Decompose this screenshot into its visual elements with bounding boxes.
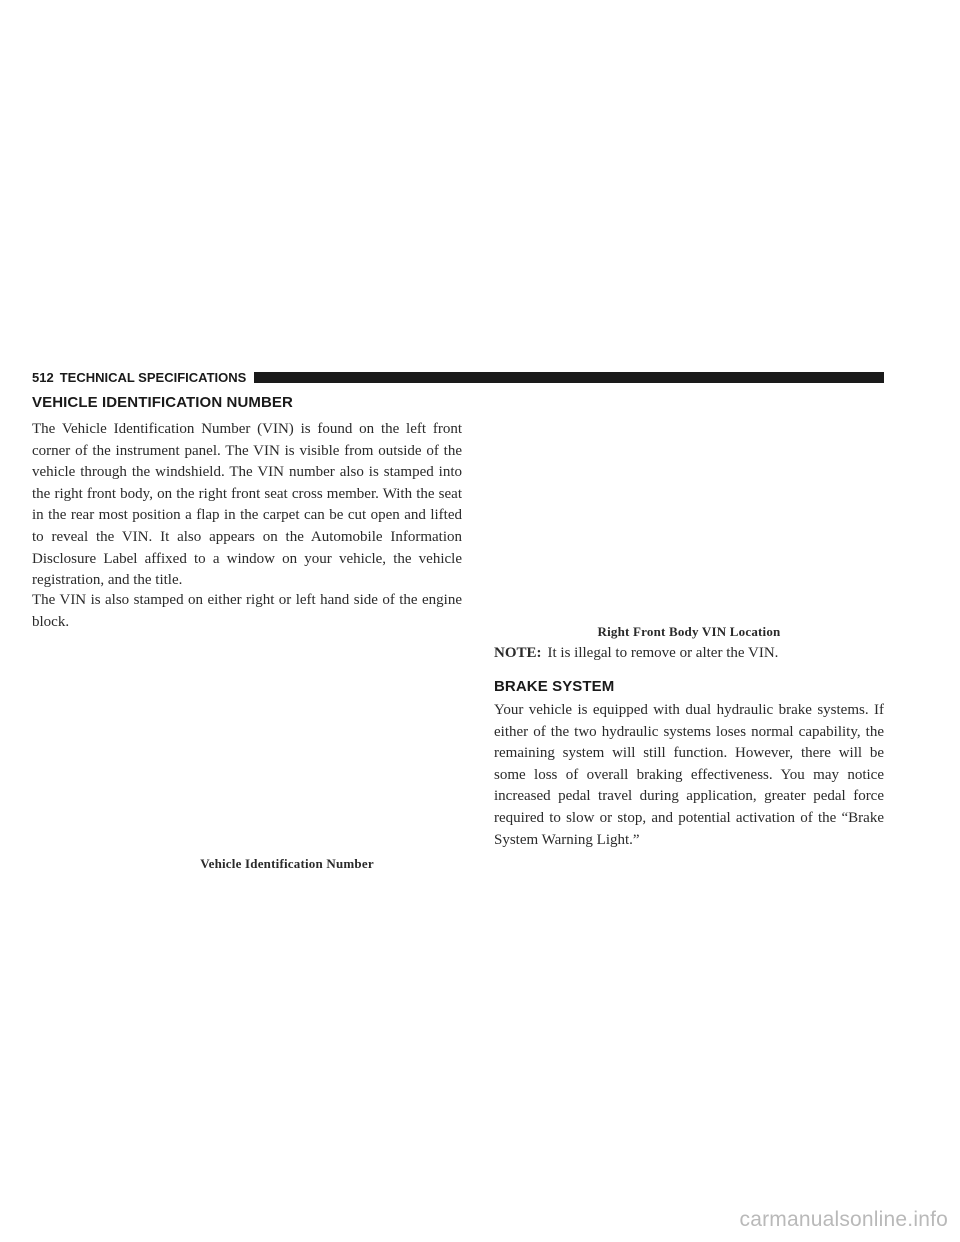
vin-figure (32, 640, 462, 850)
page-header (32, 370, 884, 384)
vin-figure-caption: Vehicle Identification Number (200, 856, 374, 871)
section-title: TECHNICAL SPECIFICATIONS (59, 369, 247, 385)
note-label: NOTE: (494, 645, 542, 661)
brake-heading: BRAKE SYSTEM (494, 678, 615, 695)
note-text: It is illegal to remove or alter the VIN. (547, 645, 779, 661)
right-front-body-figure (494, 394, 884, 619)
brake-paragraph: Your vehicle is equipped with dual hydraulic brake systems. If either of the two hydraulic systems loses normal capability, the remaining system will still function. However, there will be some loss of overall braking effectiveness. You may notice increased pedal travel during application, greater pedal force required to slow or stop, and potential activation of the “Brake System Warning Light.” (494, 702, 884, 848)
header-rule (254, 372, 884, 383)
vin-paragraph-2: The VIN is also stamped on either right or left hand side of the engine block. (32, 592, 462, 630)
vin-note (494, 645, 894, 662)
right-front-body-caption: Right Front Body VIN Location (597, 624, 781, 639)
page-number: 512 (32, 369, 54, 385)
vin-heading: VEHICLE IDENTIFICATION NUMBER (32, 394, 293, 411)
vin-paragraph-1: The Vehicle Identification Number (VIN) is found on the left front corner of the instrument panel. The VIN is visible from outside of the vehicle through the windshield. The VIN number also is stamped into the right front body, on the right front seat cross member. With the seat in the rear most position a flap in the carpet can be cut open and lifted to reveal the VIN. It also appears on the Automobile Information Disclosure Label affixed to a window on your vehicle, the vehicle registration, and the title. (32, 421, 462, 589)
watermark: carmanualsonline.info (739, 1208, 948, 1231)
